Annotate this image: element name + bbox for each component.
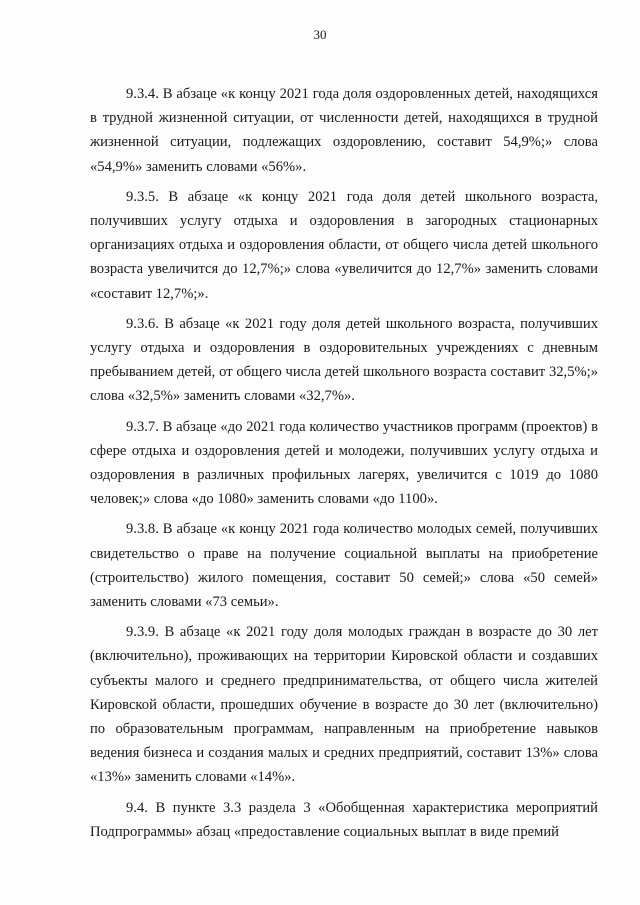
paragraph-9-3-8: 9.3.8. В абзаце «к концу 2021 года количество молодых семей, получивших свидетельство о праве на получение социальной выплаты на приобретение (строительство) жилого помещения, составит 50 семей;» слова «50 семей» заменить словами «73 семьи». bbox=[90, 521, 598, 611]
paragraph-9-3-4: 9.3.4. В абзаце «к концу 2021 года доля оздоровленных детей, находящихся в трудной жизненной ситуации, от численности детей, находящихся в трудной жизненной ситуации, подлежащих оздоровлению, составит 54,9%;» слова «54,9%» заменить словами «56%». bbox=[90, 86, 598, 175]
paragraph-9-3-5: 9.3.5. В абзаце «к концу 2021 года доля детей школьного возраста, получивших услугу отдыха и оздоровления в загородных стационарных организациях отдыха и оздоровления области, от общего числа детей школьного возраста увеличится до 12,7%;» слова «увеличится до 12,7%» заменить словами «составит 12,7%;». bbox=[90, 188, 598, 302]
paragraph-9-3-7: 9.3.7. В абзаце «до 2021 года количество участников программ (проектов) в сфере отдыха и оздоровления детей и молодежи, получивших услугу отдыха и оздоровления в различных профильных лагерях, увеличится с 1019 до 1080 человек;» слова «до 1080» заменить словами «до 1100». bbox=[90, 418, 598, 508]
paragraph-9-3-9: 9.3.9. В абзаце «к 2021 году доля молодых граждан в возрасте до 30 лет (включительно), проживающих на территории Кировской области и создавших субъекты малого и среднего предпринимательства, от общего числа жителей Кировской области, прошедших обучение в возрасте до 30 лет (включительно) по образовательным программам, направленным на приобретение навыков ведения бизнеса и создания малых и средних предприятий, составит 13%» слова «13%» заменить словами «14%». bbox=[90, 624, 598, 786]
page-number: 30 bbox=[313, 27, 327, 42]
document-body bbox=[90, 82, 598, 850]
paragraph-9-4: 9.4. В пункте 3.3 раздела 3 «Обобщенная характеристика мероприятий Подпрограммы» абзац «предоставление социальных выплат в виде премий bbox=[90, 799, 598, 840]
paragraph-9-3-6: 9.3.6. В абзаце «к 2021 году доля детей школьного возраста, получивших услугу отдыха и оздоровления в оздоровительных учреждениях с дневным пребыванием детей, от общего числа детей школьного возраста составит 32,5%;» слова «32,5%» заменить словами «32,7%». bbox=[90, 315, 598, 405]
